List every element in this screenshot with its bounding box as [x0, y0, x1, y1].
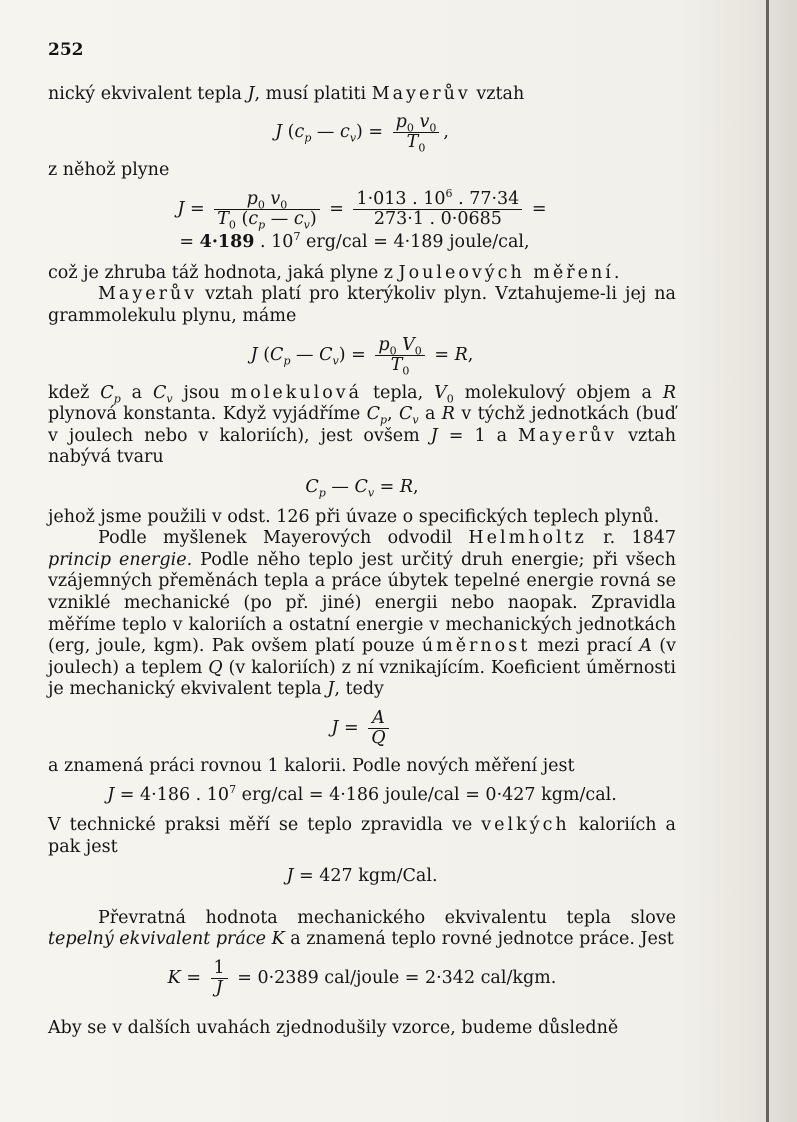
paragraph-final-line: Aby se v dalších uvahách zjednodušily vzorce, budeme důsledně: [48, 1018, 619, 1039]
formula-k-value: K = $\frac{1}{J}$ = 0·2389 cal/joule = 2·342 cal/kgm.: [167, 958, 557, 999]
formula-mayer-evaluation: J = $\frac{p_0 v_0}{T_0 (c_p — c_v)}$ = $\frac{1\cdot 013 . 10^6 . 77\cdot 34}{273\cdot 1 . 0\cdot 0685}$ = = 4·189 . $10^7$ erg/cal = 4·189 joule/cal,: [177, 186, 547, 252]
paragraph-used-in-126: jehož jsme použili v odst. 126 při úvaze o specifických teplech plynů.: [48, 506, 660, 527]
paragraph-mayer-intro: nický ekvivalent tepla J, musí platiti Mayerův vztah: [48, 83, 525, 104]
formula-j-a-over-q: J = $\frac{A}{Q}$: [48, 709, 676, 748]
paragraph-from-which: z něhož plyne: [48, 160, 170, 181]
paragraph-joule-agreement: což je zhruba táž hodnota, jaká plyne z Jouleových měření.: [48, 262, 623, 283]
formula-cp-cv-r: $C_p$ — $C_v = R$,: [305, 476, 419, 500]
paragraph-helmholtz: Podle myšlenek Mayerových odvodil Helmholtz r. 1847 princip energie. Podle něho teplo jest určitý druh energie; při všech vzájemných přeměnách tepla a práce úbytek tepelné energie rovná se vzniklé mechanické (po př. jiné) energii nebo naopak. Zpravidla měříme teplo v kaloriích a ostatní energie v mechanických jednotkách (erg, joule, kgm). Pak ovšem platí pouze úměrnost mezi prací A (v joulech) a teplem Q (v kaloriích) z ní vznikajícím. Koeficient úměrnosti je mechanický ekvivalent tepla J, tedy: [48, 528, 677, 700]
formula-kgm-cal: J = 427 kgm/Cal.: [286, 866, 438, 887]
page-text: [48, 40, 676, 1040]
paragraph-one-calorie: a znamená práci rovnou 1 kalorii. Podle nových měření jest: [48, 755, 575, 776]
paragraph-molar-heats: kdež $C_p$ a $C_v$ jsou molekulová tepla, $V_0$ molekulový objem a R plynová konstanta. Když vyjádříme $C_p$, $C_v$ a R v týchž jednotkách (buď v joulech nebo v kaloriích), jest ovšem J = 1 a Mayerův vztah nabývá tvaru: [48, 382, 677, 468]
formula-new-measurement: J = 4·186 . $10^7$ erg/cal = 4·186 joule/cal = 0·427 kgm/cal.: [107, 783, 617, 806]
paragraph-gram-molecule: Mayerův vztah platí pro kterýkoliv plyn. Vztahujeme-li jej na grammolekulu plynu, máme: [48, 284, 676, 326]
formula-mayer-molar: J ($C_p$ — $C_v$) = $\frac{p_0 V_0}{T_0}$ = R,: [250, 334, 474, 378]
paragraph-reciprocal: Převratná hodnota mechanického ekvivalentu tepla slove tepelný ekvivalent práce K a znamená teplo rovné jednotce práce. Jest: [48, 907, 676, 950]
paragraph-technical-practice: V technické praksi měří se teplo zpravidla ve velkých kaloriích a pak jest: [48, 815, 676, 857]
page-number: 252: [48, 40, 84, 60]
page-binding-edge: [766, 0, 769, 1122]
formula-mayer-specific: J ($c_p$ — $c_v$) = $\frac{p_0 v_0}{T_0}$ ,: [275, 112, 449, 155]
